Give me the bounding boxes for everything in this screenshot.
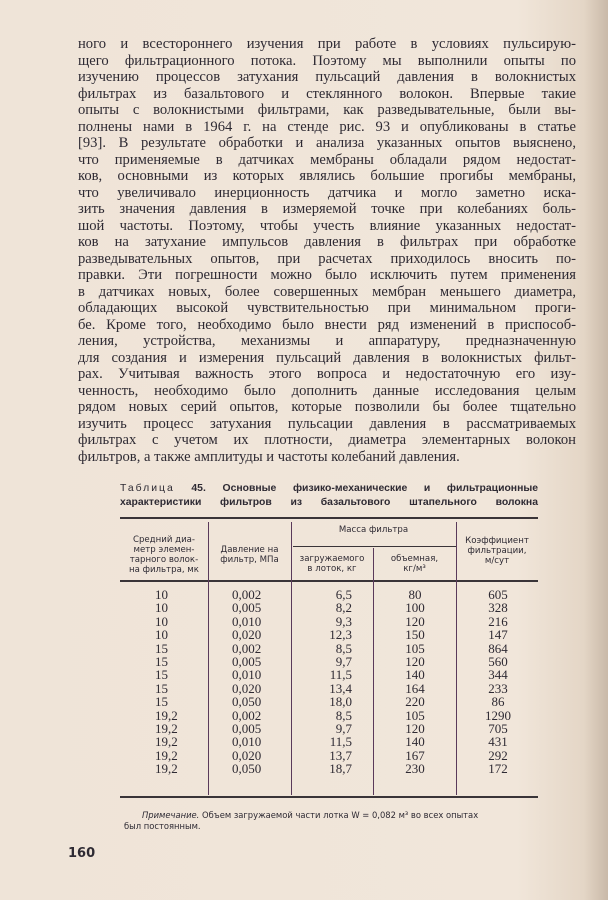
table-cell: 19,2 (155, 747, 178, 763)
text-line: рядом новых серий опытов, которые позволили бы более тщательно (78, 399, 576, 415)
header-coefficient (456, 536, 538, 566)
table-cell: 100 (405, 600, 425, 616)
table-title-line: Основные физико-механические и фильтрационные (222, 483, 539, 494)
table-cell: 120 (405, 613, 425, 629)
note-text: был постоянным. (124, 821, 201, 831)
table-cell: 120 (405, 653, 425, 669)
table-cell: 0,010 (232, 613, 262, 629)
table-cell: 705 (488, 720, 508, 736)
text-line: обладающих высокой чувствительностью при минимальном проги- (78, 300, 576, 316)
table-cell: 80 (408, 587, 422, 602)
header-mass-loaded (291, 554, 373, 574)
column-pressure (232, 588, 261, 775)
table-cell: 10 (155, 627, 168, 643)
column-divider (373, 548, 374, 795)
header-line: Коэффициент (465, 536, 529, 546)
table-cell: 150 (405, 627, 425, 643)
text-line: опыты с волокнистыми фильтрами, как разведывательные, были вы- (78, 102, 576, 118)
table-cell: 864 (488, 640, 508, 656)
header-line: фильтрации, (467, 546, 527, 556)
header-line: на фильтра, мк (129, 565, 199, 575)
table-cell: 230 (405, 761, 425, 777)
table-cell: 140 (405, 667, 425, 683)
header-line: тарного волок- (129, 555, 199, 565)
table-cell: 12,3 (329, 627, 352, 643)
text-line: фильтрах с учетом их плотности, диаметра элементарных волокон (78, 432, 576, 448)
table-note (124, 810, 540, 832)
table-cell: 15 (155, 640, 168, 656)
header-line: кг/м³ (403, 564, 426, 574)
table-caption (120, 482, 538, 510)
table-cell: 0,002 (232, 587, 262, 602)
table-label: Таблица (120, 483, 175, 494)
table-cell: 431 (488, 734, 508, 750)
text-line: фильтров, а также амплитуды и частоты колебаний давления. (78, 448, 460, 465)
table-cell: 10 (155, 613, 168, 629)
table-cell: 172 (488, 761, 508, 777)
header-pressure (208, 545, 291, 565)
table-cell: 6,5 (335, 587, 352, 602)
note-text: Объем загружаемой части лотка W = 0,082 м³ во всех опытах (202, 810, 479, 820)
text-line: разведывательных опытов, при расчетах приходилось вносить по- (78, 250, 576, 267)
header-line: объемная, (390, 554, 439, 564)
text-line: ления, устройства, механизмы и аппаратуру, предназначенную (78, 333, 576, 349)
text-line: в датчиках новых, более совершенных мембран меньшего диаметра, (78, 283, 576, 300)
column-coefficient (478, 588, 518, 775)
table-bottom-rule (120, 796, 538, 798)
table-cell: 19,2 (155, 761, 178, 777)
text-line: ков, основными из которых являлись большие прогибы мембраны, (78, 168, 576, 184)
table-cell: 8,5 (335, 640, 352, 656)
text-line: полнены нами в 1964 г. на стенде рис. 93 и опубликованы в статье (78, 118, 576, 135)
table-cell: 0,050 (232, 694, 262, 710)
table-cell: 15 (155, 680, 168, 696)
header-mass-group: Масса фильтра (338, 525, 409, 535)
table-cell: 86 (491, 694, 505, 710)
table-cell: 11,5 (329, 734, 352, 750)
text-line: что увеличивало инерционность датчика и могло заметно иска- (78, 184, 576, 201)
text-line: правки. Эти погрешности можно было исключить путем применения (78, 267, 576, 283)
header-line: загружаемого (299, 554, 365, 564)
table-cell: 8,2 (335, 600, 352, 616)
table-cell: 9,7 (335, 653, 352, 669)
table-cell: 0,020 (232, 680, 262, 696)
table-cell: 15 (155, 667, 168, 683)
text-line: ного и всестороннего изучения при работе в условиях пульсирую- (78, 36, 576, 52)
table-cell: 19,2 (155, 734, 178, 750)
table-cell: 560 (488, 653, 508, 669)
table-cell: 13,7 (329, 747, 352, 763)
table-title-line: характеристики фильтров из базальтового штапельного волокна (120, 497, 538, 508)
table-cell: 13,4 (329, 680, 352, 696)
table-number: 45. (191, 483, 206, 494)
header-diameter (120, 535, 208, 575)
table-cell: 15 (155, 653, 168, 669)
column-mass-volume (395, 588, 435, 775)
table-cell: 18,0 (329, 694, 352, 710)
table-cell: 0,050 (232, 761, 262, 777)
table-cell: 0,010 (232, 734, 262, 750)
text-line: что применяемые в датчиках мембраны обладали рядом недостат- (78, 151, 576, 168)
text-line: рах. Учитывая важность этого вопроса и недостаточную его изу- (78, 366, 576, 382)
header-line: метр элемен- (133, 545, 195, 555)
text-line: шой частоты. Поэтому, чтобы учесть влияние указанных недостат- (78, 217, 576, 234)
header-line: Средний диа- (132, 535, 196, 545)
header-line: м/сут (484, 556, 510, 566)
table-cell: 9,7 (335, 720, 352, 736)
table-top-rule (120, 517, 538, 519)
text-line: для создания и измерения пульсаций давления в волокнистых фильт- (78, 349, 576, 366)
table-cell: 8,5 (335, 707, 352, 723)
table-cell: 147 (488, 627, 508, 643)
table-cell: 605 (488, 587, 508, 602)
table-header-rule (120, 580, 538, 582)
table-cell: 10 (155, 600, 168, 616)
text-line: [93]. В результате обработки и анализа указанных опытов выяснено, (78, 135, 576, 151)
table-cell: 140 (405, 734, 425, 750)
column-diameter (155, 588, 178, 775)
table-cell: 1290 (485, 707, 511, 723)
table-cell: 18,7 (329, 761, 352, 777)
table-cell: 0,020 (232, 627, 262, 643)
table-cell: 0,005 (232, 600, 262, 616)
table-cell: 0,002 (232, 707, 262, 723)
table-cell: 167 (405, 747, 425, 763)
table-cell: 344 (488, 667, 508, 683)
table-cell: 292 (488, 747, 508, 763)
text-line: фильтрах из базальтового и стеклянного волокон. Впервые такие (78, 85, 576, 102)
table-cell: 0,002 (232, 640, 262, 656)
column-mass-loaded (300, 588, 352, 775)
table-cell: 10 (155, 587, 168, 602)
header-line: фильтр, МПа (220, 555, 279, 565)
table-cell: 0,020 (232, 747, 262, 763)
header-line: Давление на (220, 545, 279, 555)
text-line: изучению процессов затухания пульсаций давления в волокнистых (78, 69, 576, 85)
text-line: ченность, необходимо было дополнить данные исследования целым (78, 382, 576, 399)
table-cell: 15 (155, 694, 168, 710)
note-label: Примечание. (142, 810, 200, 820)
table-cell: 105 (405, 640, 425, 656)
text-line: щего фильтрационного потока. Поэтому мы выполнили опыты по (78, 52, 576, 69)
table-cell: 0,005 (232, 720, 262, 736)
table-cell: 11,5 (329, 667, 352, 683)
mass-group-rule (293, 546, 456, 547)
page-number: 160 (68, 846, 96, 861)
table-cell: 233 (488, 680, 508, 696)
text-line: ков на затухание импульсов давления в фильтрах при обработке (78, 234, 576, 250)
table-cell: 216 (488, 613, 508, 629)
table-cell: 220 (405, 694, 425, 710)
text-line: изучить процесс затухания пульсации давления в рассматриваемых (78, 415, 576, 432)
table-cell: 105 (405, 707, 425, 723)
table-cell: 120 (405, 720, 425, 736)
text-line: бе. Кроме того, необходимо было внести ряд изменений в приспособ- (78, 316, 576, 333)
table-cell: 0,005 (232, 653, 262, 669)
table-cell: 164 (405, 680, 425, 696)
text-line: зить значения давления в измеряемой точке при колебаниях боль- (78, 201, 576, 217)
table-cell: 9,3 (335, 613, 352, 629)
table-cell: 328 (488, 600, 508, 616)
body-paragraph (78, 36, 576, 465)
table-cell: 19,2 (155, 720, 178, 736)
table-cell: 19,2 (155, 707, 178, 723)
table-cell: 0,010 (232, 667, 262, 683)
header-mass-volume (373, 554, 456, 574)
header-line: в лоток, кг (307, 564, 357, 574)
